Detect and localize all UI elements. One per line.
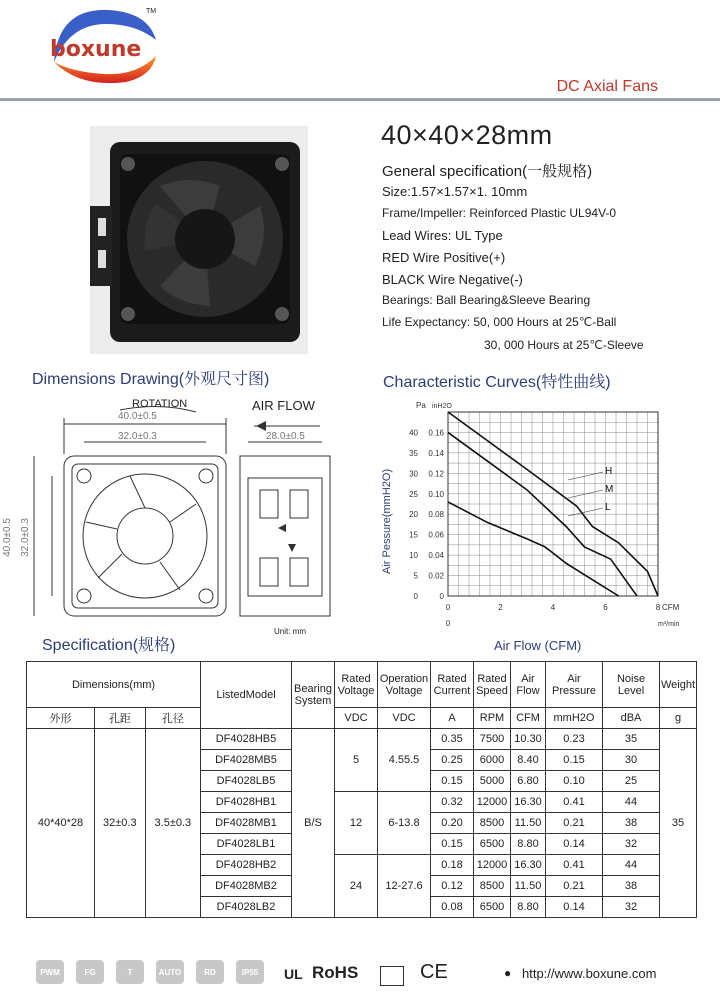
cert-badge: RD <box>196 960 224 984</box>
cell-op-voltage: 4.55.5 <box>378 729 431 792</box>
cell-noise: 25 <box>603 771 660 792</box>
y-tick-label-inh2o: 0.12 <box>428 469 444 479</box>
cell-speed: 5000 <box>474 771 511 792</box>
y-tick-label-pa: 10 <box>409 551 418 561</box>
dim-32-width: 32.0±0.3 <box>118 431 157 442</box>
spec-bearings: Bearings: Ball Bearing&Sleeve Bearing <box>382 293 591 307</box>
curves-heading: Characteristic Curves(特性曲线) <box>383 374 611 391</box>
series-label: L <box>605 502 611 513</box>
col-bearing: Bearing System <box>292 662 335 729</box>
x-tick-label: 0 <box>445 603 451 612</box>
ce-mark: CE <box>420 961 448 983</box>
spec-life-ball: Life Expectancy: 50, 000 Hours at 25℃-Ball <box>382 315 617 329</box>
unit-weight: g <box>660 708 697 729</box>
cell-flow: 16.30 <box>511 855 546 876</box>
cell-noise: 44 <box>603 792 660 813</box>
col-op-voltage: Operation Voltage <box>378 662 431 708</box>
cell-flow: 10.30 <box>511 729 546 750</box>
cell-current: 0.18 <box>431 855 474 876</box>
cell-speed: 12000 <box>474 855 511 876</box>
chart-xlabel: Air Flow (CFM) <box>494 638 582 653</box>
dim-28-depth: 28.0±0.5 <box>266 431 305 442</box>
cell-speed: 8500 <box>474 813 511 834</box>
cert-badges <box>36 960 264 984</box>
unit-flow: CFM <box>511 708 546 729</box>
dimensions-heading: Dimensions Drawing(外观尺寸图) <box>32 371 270 388</box>
y-tick-label-pa: 40 <box>409 428 418 438</box>
y-tick-label-inh2o: 0.06 <box>428 530 444 540</box>
col-model: ListedModel <box>201 662 292 729</box>
cell-pressure: 0.21 <box>546 876 603 897</box>
unit-pitch: 孔距 <box>94 708 145 729</box>
unit-noise: dBA <box>603 708 660 729</box>
cell-pressure: 0.10 <box>546 771 603 792</box>
spec-lead: Lead Wires: UL Type <box>382 228 503 243</box>
unit-label: Unit: mm <box>274 627 306 636</box>
cell-pressure: 0.21 <box>546 813 603 834</box>
cert-badge: FG <box>76 960 104 984</box>
series-label: H <box>605 466 613 477</box>
cell-pressure: 0.14 <box>546 897 603 918</box>
x-tick-label: 2 <box>498 603 503 612</box>
airflow-label: AIR FLOW <box>252 398 315 413</box>
cell-flow: 8.40 <box>511 750 546 771</box>
dimension-drawing <box>20 394 360 624</box>
cell-voltage: 24 <box>335 855 378 918</box>
dim-40-height: 40.0±0.5 <box>1 518 13 557</box>
cell-pressure: 0.41 <box>546 792 603 813</box>
cell-current: 0.35 <box>431 729 474 750</box>
ul-mark: UL <box>284 966 303 982</box>
cell-model: DF4028MB5 <box>201 750 292 771</box>
series-label: M <box>605 484 614 495</box>
cell-current: 0.32 <box>431 792 474 813</box>
cell-speed: 6500 <box>474 834 511 855</box>
cell-flow: 16.30 <box>511 792 546 813</box>
spec-size: Size:1.57×1.57×1. 10mm <box>382 184 528 199</box>
unit-voltage: VDC <box>335 708 378 729</box>
cell-noise: 30 <box>603 750 660 771</box>
series-line-L <box>448 502 619 596</box>
cell-pressure: 0.41 <box>546 855 603 876</box>
brand-logo <box>40 2 168 92</box>
cell-current: 0.20 <box>431 813 474 834</box>
bullet-icon: ● <box>504 966 512 980</box>
col-dimensions: Dimensions(mm) <box>27 662 201 708</box>
cell-noise: 35 <box>603 729 660 750</box>
cell-model: DF4028LB2 <box>201 897 292 918</box>
cell-voltage: 12 <box>335 792 378 855</box>
y-axis-label: Air Pessure(mmH2O) <box>381 468 393 574</box>
dim-pitch: 32±0.3 <box>94 729 145 918</box>
trademark: TM <box>146 8 157 15</box>
cell-flow: 8.80 <box>511 834 546 855</box>
cell-pressure: 0.23 <box>546 729 603 750</box>
cell-model: DF4028HB1 <box>201 792 292 813</box>
cell-pressure: 0.15 <box>546 750 603 771</box>
y-tick-label-inh2o: 0.10 <box>428 489 444 499</box>
cell-model: DF4028MB1 <box>201 813 292 834</box>
col-speed: Rated Speed <box>474 662 511 708</box>
x-unit-cfm: CFM <box>662 603 680 612</box>
category-title: DC Axial Fans <box>556 78 658 95</box>
x-tick-label-bottom: 0 <box>445 619 451 628</box>
dim-hole: 3.5±0.3 <box>145 729 200 918</box>
weee-icon <box>380 966 404 986</box>
svg-text:boxune: boxune <box>50 37 142 62</box>
dim-32-height: 32.0±0.3 <box>19 518 31 557</box>
y-tick-label-pa: 25 <box>409 489 418 499</box>
rotation-label: ROTATION <box>132 398 188 410</box>
header-divider <box>0 98 720 101</box>
chart-svg <box>376 392 706 632</box>
spec-black-wire: BLACK Wire Negative(-) <box>382 272 523 287</box>
unit-op-voltage: VDC <box>378 708 431 729</box>
characteristic-chart <box>376 392 706 632</box>
col-weight: Weight <box>660 662 697 708</box>
cell-speed: 6500 <box>474 897 511 918</box>
cell-flow: 11.50 <box>511 813 546 834</box>
cell-current: 0.12 <box>431 876 474 897</box>
x-tick-label: 8 <box>655 603 661 612</box>
y-tick-label-inh2o: 0 <box>439 592 444 601</box>
product-photo <box>90 126 308 354</box>
cell-model: DF4028MB2 <box>201 876 292 897</box>
dim-40-width: 40.0±0.5 <box>118 411 157 422</box>
cell-speed: 7500 <box>474 729 511 750</box>
col-pressure: Air Pressure <box>546 662 603 708</box>
cell-current: 0.08 <box>431 897 474 918</box>
cell-flow: 6.80 <box>511 771 546 792</box>
website-link[interactable]: http://www.boxune.com <box>522 966 657 981</box>
x-tick-label: 6 <box>603 603 608 612</box>
dim-outline: 40*40*28 <box>27 729 95 918</box>
spec-red-wire: RED Wire Positive(+) <box>382 250 506 265</box>
cell-noise: 38 <box>603 813 660 834</box>
y-unit-inh2o: inH2O <box>432 403 452 410</box>
cell-model: DF4028HB2 <box>201 855 292 876</box>
cell-noise: 38 <box>603 876 660 897</box>
cell-pressure: 0.14 <box>546 834 603 855</box>
cell-model: DF4028LB5 <box>201 771 292 792</box>
rohs-mark: RoHS <box>312 963 359 982</box>
y-unit-pa: Pa <box>416 401 426 410</box>
model-size-title: 40×40×28mm <box>381 120 553 150</box>
x-unit-m3min: m³/min <box>658 621 680 628</box>
weight-cell: 35 <box>660 729 697 918</box>
cell-model: DF4028HB5 <box>201 729 292 750</box>
cell-op-voltage: 6-13.8 <box>378 792 431 855</box>
y-tick-label-inh2o: 0.02 <box>428 571 444 581</box>
cell-noise: 32 <box>603 834 660 855</box>
y-tick-label-pa: 20 <box>409 510 418 520</box>
unit-current: A <box>431 708 474 729</box>
spec-table <box>26 661 697 918</box>
cell-current: 0.15 <box>431 771 474 792</box>
y-tick-label-inh2o: 0.16 <box>428 428 444 438</box>
unit-speed: RPM <box>474 708 511 729</box>
y-tick-label-inh2o: 0.14 <box>428 448 444 458</box>
cell-noise: 44 <box>603 855 660 876</box>
cell-speed: 12000 <box>474 792 511 813</box>
cell-op-voltage: 12-27.6 <box>378 855 431 918</box>
cell-current: 0.25 <box>431 750 474 771</box>
bearing-cell: B/S <box>292 729 335 918</box>
cell-model: DF4028LB1 <box>201 834 292 855</box>
legend-leader <box>568 508 603 516</box>
y-tick-label-inh2o: 0.08 <box>428 510 444 520</box>
unit-hole: 孔径 <box>145 708 200 729</box>
y-tick-label-pa: 15 <box>409 530 418 540</box>
col-current: Rated Current <box>431 662 474 708</box>
y-tick-label-pa: 5 <box>413 571 418 581</box>
x-tick-label: 4 <box>550 603 556 612</box>
y-tick-label-pa: 35 <box>409 448 418 458</box>
cert-badge: T <box>116 960 144 984</box>
spec-frame: Frame/Impeller: Reinforced Plastic UL94V-0 <box>382 206 617 220</box>
y-tick-label-pa: 30 <box>409 469 418 479</box>
cert-badge: IP55 <box>236 960 264 984</box>
spec-heading: General specification(一般规格) <box>382 163 593 180</box>
unit-outline: 外形 <box>27 708 95 729</box>
cell-voltage: 5 <box>335 729 378 792</box>
cert-badge: AUTO <box>156 960 184 984</box>
cell-current: 0.15 <box>431 834 474 855</box>
col-noise: Noise Level <box>603 662 660 708</box>
y-tick-label-inh2o: 0.04 <box>428 551 444 561</box>
col-voltage: Rated Voltage <box>335 662 378 708</box>
unit-pressure: mmH2O <box>546 708 603 729</box>
specification-heading: Specification(规格) <box>42 637 176 654</box>
cell-noise: 32 <box>603 897 660 918</box>
table-row <box>27 729 697 750</box>
spec-life-sleeve: 30, 000 Hours at 25℃-Sleeve <box>484 338 644 352</box>
y-tick-label-pa: 0 <box>413 592 418 601</box>
cell-flow: 11.50 <box>511 876 546 897</box>
cell-flow: 8.80 <box>511 897 546 918</box>
cert-badge: PWM <box>36 960 64 984</box>
cell-speed: 6000 <box>474 750 511 771</box>
cell-speed: 8500 <box>474 876 511 897</box>
col-flow: Air Flow <box>511 662 546 708</box>
